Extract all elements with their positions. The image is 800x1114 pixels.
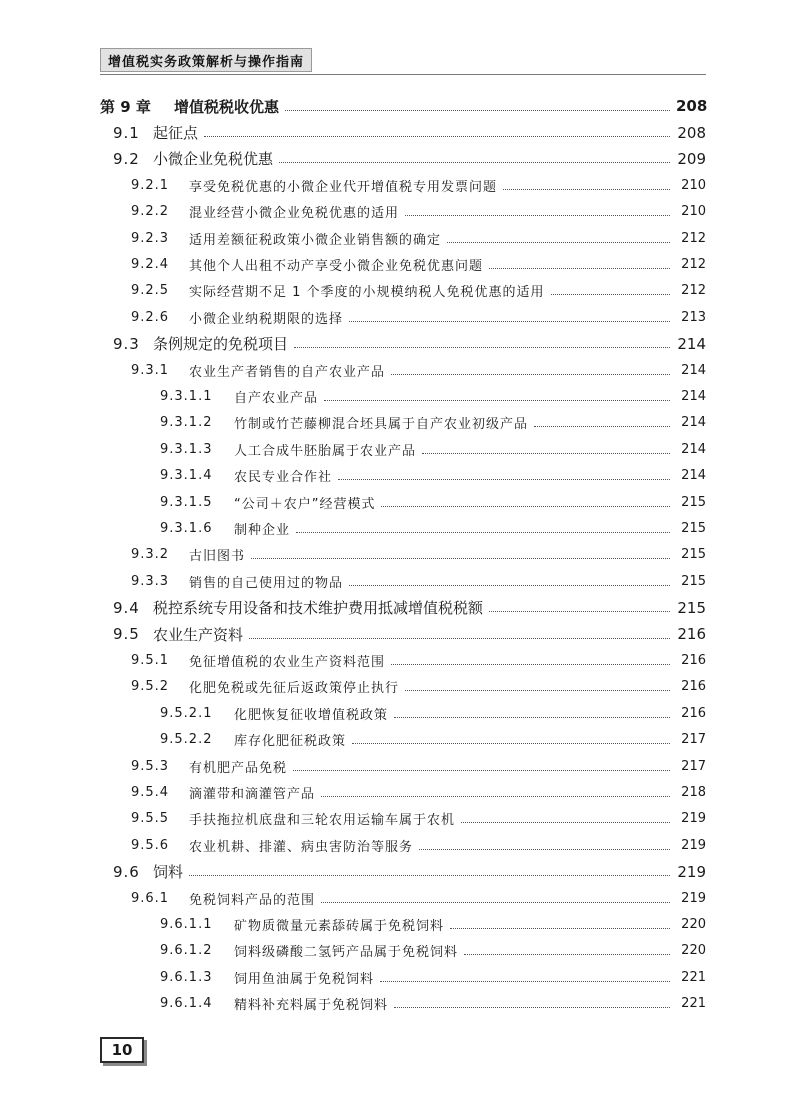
toc-entry-title: 销售的自己使用过的物品 [189, 575, 344, 591]
dot-leader [352, 743, 670, 744]
dot-leader [422, 453, 670, 454]
dot-leader [349, 321, 670, 322]
toc-entry-number: 9.1 [113, 123, 140, 142]
toc-entry-number: 第 9 章 [100, 97, 151, 116]
toc-entry-number: 9.3.1.5 [160, 494, 213, 510]
dot-leader [394, 717, 670, 718]
dot-leader [450, 928, 670, 929]
dot-leader [296, 532, 670, 533]
toc-entry-title: 免征增值税的农业生产资料范围 [189, 655, 386, 671]
dot-leader [503, 189, 670, 190]
toc-entry [131, 172, 706, 198]
toc-entry-page: 208 [676, 97, 708, 116]
toc-entry [131, 199, 706, 225]
toc-entry-number: 9.5.2.2 [160, 732, 213, 748]
toc-entry [160, 938, 706, 964]
toc-entry [131, 357, 706, 383]
toc-entry-title: 有机肥产品免税 [189, 760, 288, 776]
toc-entry [160, 410, 706, 436]
toc-entry-page: 216 [677, 625, 706, 644]
toc-entry-number: 9.3.1.4 [160, 468, 213, 484]
toc-entry-number: 9.6 [113, 862, 140, 881]
toc-entry-title: 农民专业合作社 [234, 470, 333, 486]
toc-entry-page: 214 [681, 441, 706, 457]
toc-entry [113, 595, 706, 621]
toc-entry [131, 278, 706, 304]
toc-entry-title: 库存化肥征税政策 [234, 734, 347, 750]
toc-entry [131, 304, 706, 330]
toc-entry [113, 146, 706, 172]
dot-leader [204, 136, 670, 137]
toc-entry-page: 220 [681, 943, 706, 959]
dot-leader [381, 506, 670, 507]
dot-leader [534, 426, 670, 427]
dot-leader [391, 374, 670, 375]
toc-entry-number: 9.3.3 [131, 573, 170, 589]
toc-entry-number: 9.2.5 [131, 283, 170, 299]
dot-leader [279, 162, 670, 163]
toc-entry-title: 制种企业 [234, 523, 291, 539]
toc-entry-title: 起征点 [153, 124, 199, 143]
dot-leader [294, 347, 670, 348]
dot-leader [285, 110, 670, 111]
dot-leader [324, 400, 670, 401]
toc-entry-title: 饲用鱼油属于免税饲料 [234, 971, 375, 987]
toc-entry-page: 210 [681, 177, 706, 193]
toc-entry-number: 9.6.1.2 [160, 943, 213, 959]
toc-entry [131, 885, 706, 911]
toc-entry-page: 218 [681, 785, 706, 801]
dot-leader [419, 849, 670, 850]
toc-entry-page: 215 [681, 573, 706, 589]
dot-leader [464, 954, 670, 955]
toc-entry-number: 9.3.1 [131, 362, 170, 378]
toc-entry-number: 9.5.3 [131, 758, 170, 774]
toc-entry [160, 489, 706, 515]
toc-entry-page: 216 [681, 679, 706, 695]
dot-leader [551, 294, 670, 295]
toc-entry-page: 214 [681, 389, 706, 405]
toc-entry-number: 9.3.1.1 [160, 389, 213, 405]
toc-entry [160, 964, 706, 990]
toc-entry-page: 210 [681, 204, 706, 220]
toc-entry-page: 216 [681, 705, 706, 721]
toc-entry-title: 小微企业纳税期限的选择 [189, 311, 344, 327]
dot-leader [405, 215, 670, 216]
dot-leader [189, 875, 670, 876]
toc-entry-number: 9.2.1 [131, 177, 170, 193]
page-number: 10 [111, 1041, 133, 1059]
toc-entry-title: 小微企业免税优惠 [153, 150, 274, 169]
toc-entry [100, 93, 706, 119]
toc-entry-title: 精料补充料属于免税饲料 [234, 998, 389, 1014]
toc-entry-title: “公司＋农户”经营模式 [234, 496, 376, 512]
toc-entry-title: 免税饲料产品的范围 [189, 892, 316, 908]
toc-entry-number: 9.5.1 [131, 653, 170, 669]
toc-entry [160, 911, 706, 937]
toc-entry [160, 383, 706, 409]
toc-entry-page: 219 [681, 890, 706, 906]
toc-entry-number: 9.2.2 [131, 204, 170, 220]
toc-entry-number: 9.3.1.6 [160, 521, 213, 537]
toc-entry-page: 212 [681, 283, 706, 299]
toc-entry-title: 适用差额征税政策小微企业销售额的确定 [189, 232, 442, 248]
toc-entry-page: 219 [681, 837, 706, 853]
toc-entry [113, 859, 706, 885]
toc-entry [131, 647, 706, 673]
toc-entry [131, 806, 706, 832]
dot-leader [394, 1007, 670, 1008]
toc-entry-number: 9.5 [113, 625, 140, 644]
dot-leader [447, 242, 670, 243]
dot-leader [405, 690, 670, 691]
toc-entry-page: 215 [677, 598, 706, 617]
toc-entry-page: 219 [677, 862, 706, 881]
toc-entry-page: 220 [681, 917, 706, 933]
toc-entry-page: 208 [677, 123, 706, 142]
toc-entry-page: 217 [681, 732, 706, 748]
toc-entry-title: 农业机耕、排灌、病虫害防治等服务 [189, 839, 414, 855]
toc-entry-page: 221 [681, 969, 706, 985]
toc-entry-page: 214 [681, 415, 706, 431]
toc-entry-title: 手扶拖拉机底盘和三轮农用运输车属于农机 [189, 813, 456, 829]
dot-leader [489, 611, 670, 612]
toc-entry [131, 225, 706, 251]
toc-entry-page: 214 [681, 468, 706, 484]
dot-leader [251, 558, 670, 559]
dot-leader [349, 585, 670, 586]
toc-entry-page: 212 [681, 257, 706, 273]
toc-entry-page: 212 [681, 230, 706, 246]
toc-entry [113, 331, 706, 357]
toc-entry-number: 9.6.1 [131, 890, 170, 906]
toc-entry-number: 9.6.1.1 [160, 917, 213, 933]
book-title: 增值税实务政策解析与操作指南 [107, 54, 304, 70]
toc-entry [160, 991, 706, 1017]
toc-entry-title: 混业经营小微企业免税优惠的适用 [189, 206, 400, 222]
toc-entry [113, 621, 706, 647]
toc-entry-page: 215 [681, 494, 706, 510]
toc-entry-page: 221 [681, 996, 706, 1012]
toc-entry-number: 9.6.1.4 [160, 996, 213, 1012]
toc-entry [113, 119, 706, 145]
dot-leader [461, 822, 670, 823]
toc-entry [131, 542, 706, 568]
header-divider [100, 74, 706, 75]
toc-entry-title: 其他个人出租不动产享受小微企业免税优惠问题 [189, 259, 484, 275]
toc-entry-title: 古旧图书 [189, 549, 246, 565]
dot-leader [321, 902, 670, 903]
toc-entry-title: 农业生产者销售的自产农业产品 [189, 364, 386, 380]
book-title-tab [100, 48, 312, 72]
toc-entry-title: 税控系统专用设备和技术维护费用抵减增值税税额 [153, 599, 484, 618]
toc-entry [131, 251, 706, 277]
toc-entry [160, 515, 706, 541]
dot-leader [249, 638, 670, 639]
toc-entry-number: 9.3.2 [131, 547, 170, 563]
toc-entry-title: 条例规定的免税项目 [153, 335, 289, 354]
toc-entry-number: 9.3 [113, 334, 140, 353]
toc-entry [131, 832, 706, 858]
toc-entry-title: 享受免税优惠的小微企业代开增值税专用发票问题 [189, 179, 498, 195]
toc-entry [131, 568, 706, 594]
toc-entry-page: 216 [681, 653, 706, 669]
toc-entry-number: 9.2.3 [131, 230, 170, 246]
toc-entry-page: 219 [681, 811, 706, 827]
toc-entry [160, 700, 706, 726]
toc-entry-title: 化肥恢复征收增值税政策 [234, 707, 389, 723]
page-number-box [100, 1037, 144, 1063]
toc-entry-title: 增值税税收优惠 [174, 97, 280, 116]
toc-entry-title: 化肥免税或先征后返政策停止执行 [189, 681, 400, 697]
toc-entry-title: 实际经营期不足 1 个季度的小规模纳税人免税优惠的适用 [189, 285, 545, 301]
toc-entry-number: 9.5.2 [131, 679, 170, 695]
toc-entry-number: 9.2.6 [131, 309, 170, 325]
dot-leader [321, 796, 670, 797]
toc-entry-page: 213 [681, 309, 706, 325]
toc-entry-title: 滴灌带和滴灌管产品 [189, 787, 316, 803]
toc-entry-title: 竹制或竹芒藤柳混合坯具属于自产农业初级产品 [234, 417, 529, 433]
toc-entry-title: 自产农业产品 [234, 391, 319, 407]
toc-entry-title: 矿物质微量元素舔砖属于免税饲料 [234, 919, 445, 935]
toc-entry-title: 饲料 [153, 863, 184, 882]
toc-entry-number: 9.5.5 [131, 811, 170, 827]
toc-entry-page: 217 [681, 758, 706, 774]
toc-entry-title: 饲料级磷酸二氢钙产品属于免税饲料 [234, 945, 459, 961]
toc-entry-number: 9.2 [113, 149, 140, 168]
toc-entry-number: 9.3.1.3 [160, 441, 213, 457]
toc-entry-number: 9.2.4 [131, 257, 170, 273]
toc-entry-title: 人工合成牛胚胎属于农业产品 [234, 443, 417, 459]
toc-entry [160, 727, 706, 753]
toc-entry-number: 9.5.4 [131, 785, 170, 801]
toc-entry-number: 9.5.6 [131, 837, 170, 853]
toc-entry [131, 779, 706, 805]
toc-entry [131, 674, 706, 700]
dot-leader [391, 664, 670, 665]
dot-leader [293, 770, 670, 771]
toc-entry-title: 农业生产资料 [153, 625, 244, 644]
toc-entry-page: 214 [677, 334, 706, 353]
dot-leader [338, 479, 670, 480]
toc-entry-page: 215 [681, 521, 706, 537]
toc-entry-page: 214 [681, 362, 706, 378]
toc-entry-number: 9.6.1.3 [160, 969, 213, 985]
dot-leader [489, 268, 670, 269]
toc-entry [160, 463, 706, 489]
toc-entry [131, 753, 706, 779]
toc-entry-number: 9.4 [113, 598, 140, 617]
toc-entry-number: 9.5.2.1 [160, 705, 213, 721]
dot-leader [380, 981, 670, 982]
toc-entry [160, 436, 706, 462]
toc-entry-number: 9.3.1.2 [160, 415, 213, 431]
toc-entry-page: 215 [681, 547, 706, 563]
toc-entry-page: 209 [677, 149, 706, 168]
